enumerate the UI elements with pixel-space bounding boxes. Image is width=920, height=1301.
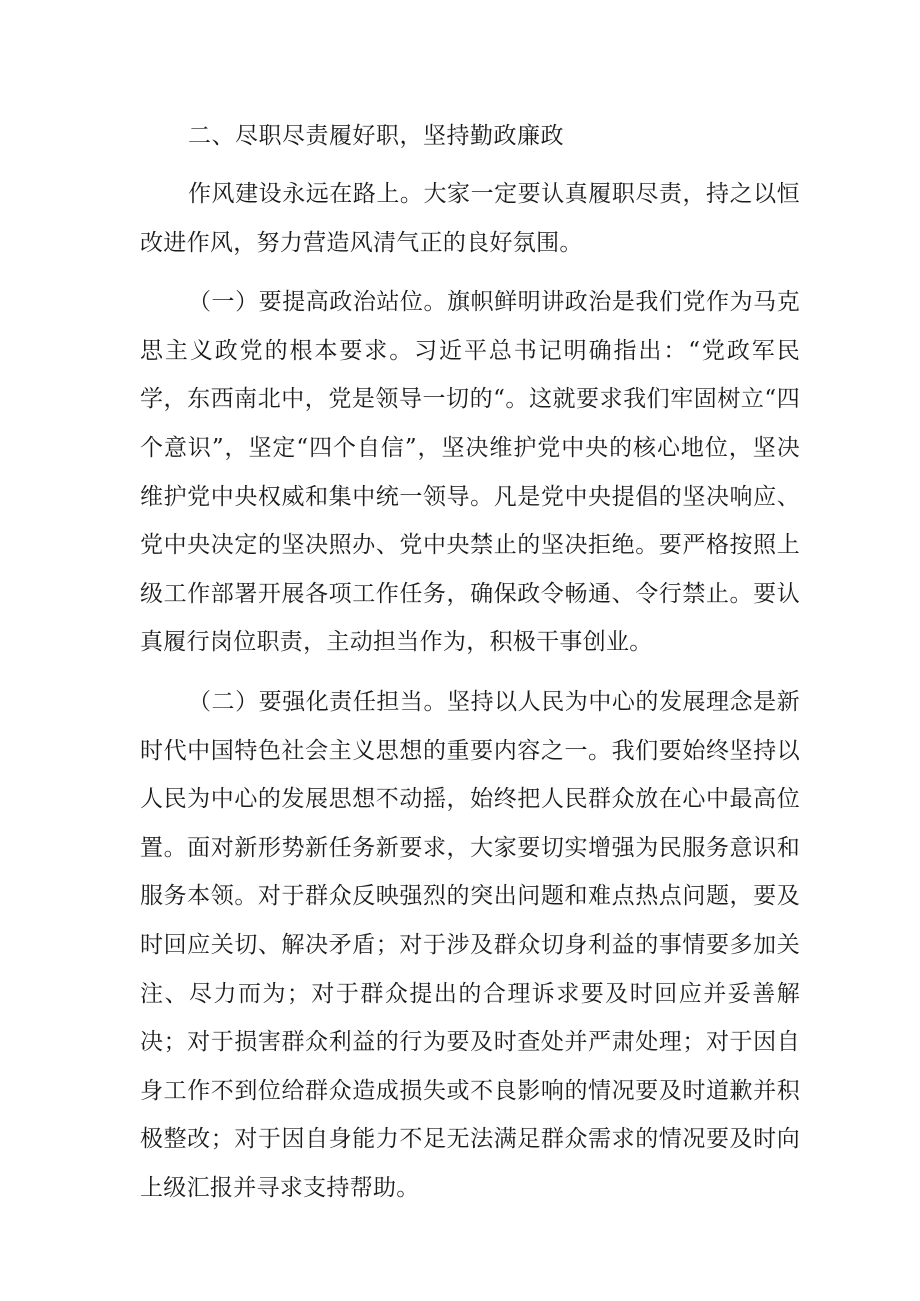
- paragraph-political-stance: [140, 278, 800, 667]
- paragraph-responsibility: [140, 678, 800, 1213]
- paragraph-intro: [140, 170, 800, 267]
- paragraph-text: 坚持以人民为中心的发展理念是新时代中国特色社会主义思想的重要内容之一。我们要始终坚持以人民为中心的发展思想不动摇，始终把人民群众放在心中最高位置。面对新形势新任务新要求，大家要切实增强为民服务意识和服务本领。对于群众反映强烈的突出问题和难点热点问题，要及时回应关切、解决矛盾；对于涉及群众切身利益的事情要多加关注、尽力而为；对于群众提出的合理诉求要及时回应并妥善解决；对于损害群众利益的行为要及时查处并严肃处理；对于因自身工作不到位给群众造成损失或不良影响的情况要及时道歉并积极整改；对于因自身能力不足无法满足群众需求的情况要及时向上级汇报并寻求支持帮助。: [140, 688, 800, 1201]
- paragraph-text: 旗帜鲜明讲政治是我们党作为马克思主义政党的根本要求。习近平总书记明确指出：“党政军民学，东西南北中，党是领导一切的“。这就要求我们牢固树立“四个意识”，坚定“四个自信”，坚决维护党中央的核心地位，坚决维护党中央权威和集中统一领导。凡是党中央提倡的坚决响应、党中央决定的坚决照办、党中央禁止的坚决拒绝。要严格按照上级工作部署开展各项工作任务，确保政令畅通、令行禁止。要认真履行岗位职责，主动担当作为，积极干事创业。: [140, 289, 800, 656]
- section-heading: 二、尽职尽责履好职，坚持勤政廉政: [188, 123, 564, 149]
- paragraph-text: 作风建设永远在路上。大家一定要认真履职尽责，持之以恒改进作风，努力营造风清气正的良好氛围。: [140, 181, 800, 256]
- paragraph-lead: （二）要强化责任担当。: [188, 688, 448, 715]
- document-body: [140, 112, 800, 1212]
- paragraph-lead: （一）要提高政治站位。: [188, 289, 448, 316]
